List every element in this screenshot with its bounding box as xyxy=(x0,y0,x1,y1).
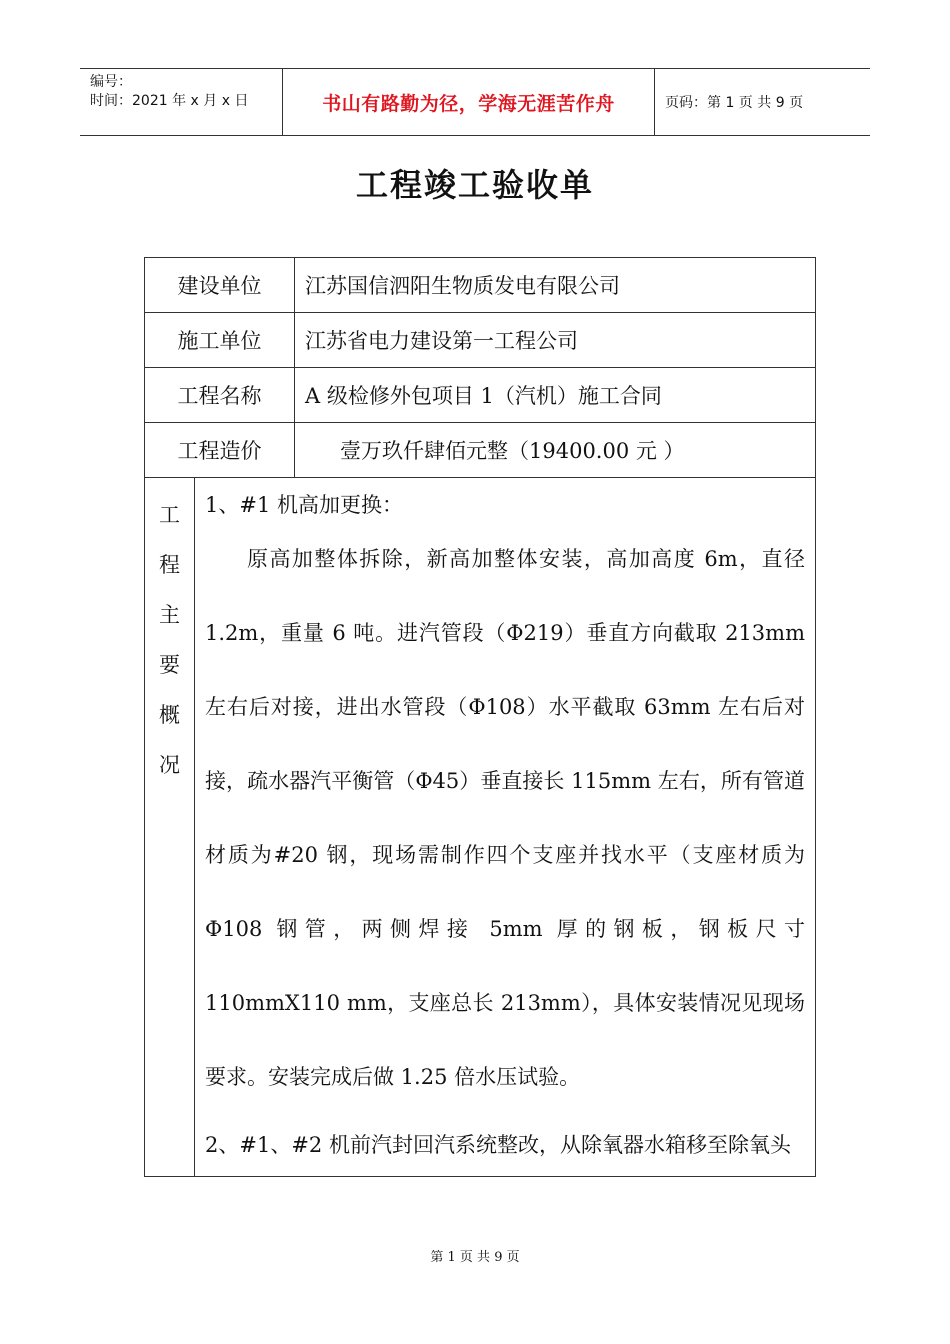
summary-label xyxy=(145,478,195,1177)
table-row xyxy=(145,313,816,368)
document-header xyxy=(80,68,870,136)
summary-label-char: 工 xyxy=(159,503,180,527)
summary-label-char: 主 xyxy=(159,603,180,627)
time-label: 时间：2021 年 x 月 x 日 xyxy=(90,93,249,109)
item1-body: 原高加整体拆除，新高加整体安装，高加高度 6m，直径 1.2m，重量 6 吨。进汽管段（Φ219）垂直方向截取 213mm 左右后对接，进出水管段（Φ108）水平截取 63mm 左右后对接，疏水器汽平衡管（Φ45）垂直接长 115mm 左右，所有管道材质为#20 钢，现场需制作四个支座并找水平（支座材质为 Φ108 钢管，两侧焊接 5mm 厚的钢板，钢板尺寸 110mmX110 mm，支座总长 213mm），具体安装情况见现场要求。安装完成后做 1.25 倍水压试验。 xyxy=(205,547,805,1089)
table-row xyxy=(145,423,816,478)
acceptance-form-table xyxy=(144,257,816,1177)
table-row xyxy=(145,258,816,313)
item1-title: 1、#1 机高加更换： xyxy=(205,493,403,517)
summary-label-char: 要 xyxy=(159,653,180,677)
header-motto: 书山有路勤为径，学海无涯苦作舟 xyxy=(282,69,655,135)
header-meta xyxy=(80,69,282,135)
page-footer: 第 1 页 共 9 页 xyxy=(430,1250,520,1265)
summary-label-char: 况 xyxy=(159,753,180,777)
table-row xyxy=(145,368,816,423)
field-label: 建设单位 xyxy=(145,258,295,313)
field-value: 江苏国信泗阳生物质发电有限公司 xyxy=(295,258,816,313)
field-label: 工程名称 xyxy=(145,368,295,423)
field-value: A 级检修外包项目 1（汽机）施工合同 xyxy=(295,368,816,423)
summary-label-char: 程 xyxy=(159,553,180,577)
field-value: 江苏省电力建设第一工程公司 xyxy=(295,313,816,368)
number-label: 编号： xyxy=(90,74,132,90)
summary-row xyxy=(145,478,816,1177)
field-label: 施工单位 xyxy=(145,313,295,368)
field-label: 工程造价 xyxy=(145,423,295,478)
summary-label-char: 概 xyxy=(159,703,180,727)
document-title: 工程竣工验收单 xyxy=(355,166,594,204)
item2-text: 2、#1、#2 机前汽封回汽系统整改，从除氧器水箱移至除氧头 xyxy=(205,1133,791,1157)
summary-content xyxy=(195,478,816,1177)
header-page-info: 页码：第 1 页 共 9 页 xyxy=(665,95,804,111)
field-value: 壹万玖仟肆佰元整（19400.00 元 ） xyxy=(295,423,816,478)
